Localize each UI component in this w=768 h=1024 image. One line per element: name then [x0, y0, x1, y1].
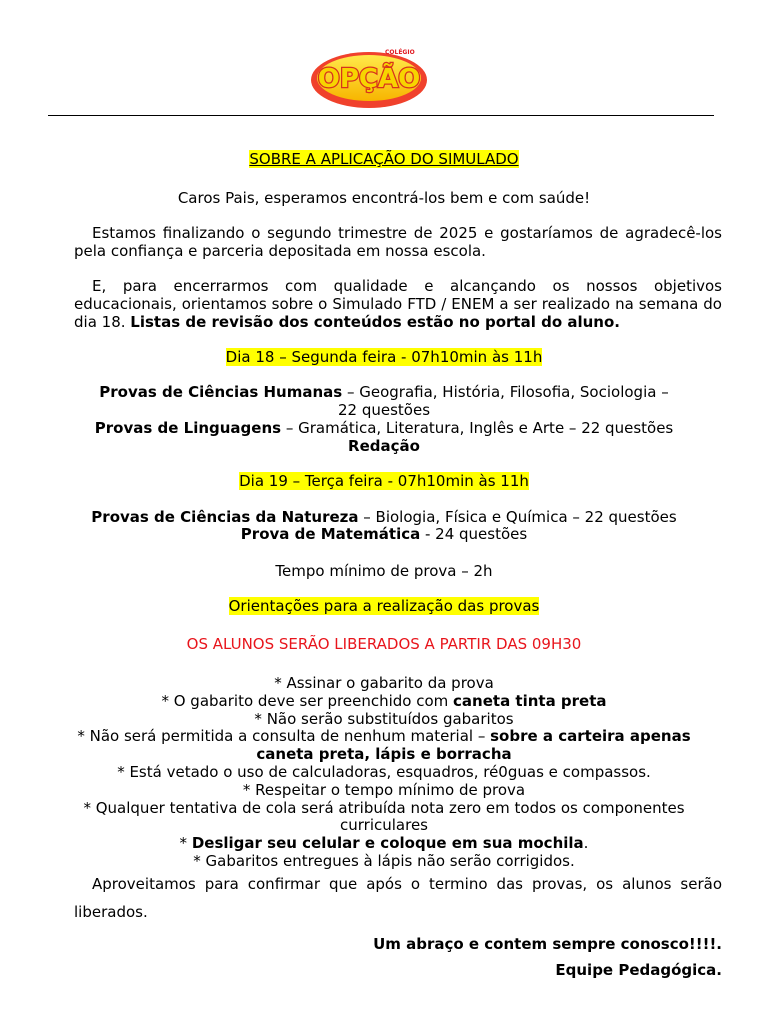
- rule-2-text: * O gabarito deve ser preenchido com: [161, 692, 454, 710]
- rule-4: [46, 727, 722, 745]
- rule-7a: * Qualquer tentativa de cola será atribuída nota zero em todos os componentes: [83, 799, 685, 817]
- paragraph-1: Estamos finalizando o segundo trimestre de 2025 e gostaríamos de agradecê-los pela confiança e parceria depositada em nossa escola.: [74, 224, 722, 260]
- natureza-subjects: – Biologia, Física e Química – 22 questões: [358, 508, 677, 526]
- paragraph-2-text: E, para encerrarmos com qualidade e alcançando os nossos objetivos educacionais, orientamos sobre o Simulado FTD / ENEM a ser realizado na semana do dia 18.: [74, 277, 722, 331]
- rule-8-end: .: [583, 834, 589, 852]
- document-title: SOBRE A APLICAÇÃO DO SIMULADO: [249, 150, 519, 168]
- matematica-label: Prova de Matemática: [240, 525, 421, 543]
- rule-1: * Assinar o gabarito da prova: [274, 674, 494, 692]
- redacao: Redação: [348, 437, 420, 455]
- paragraph-2: [74, 277, 722, 331]
- orientacoes-line: [46, 597, 722, 615]
- natureza-label: Provas de Ciências da Natureza: [91, 508, 359, 526]
- header-rule: [48, 115, 714, 116]
- rule-4-bold-2: caneta preta, lápis e borracha: [256, 745, 512, 763]
- rule-8: [46, 834, 722, 852]
- day1-header: Dia 18 – Segunda feira - 07h10min às 11h: [225, 348, 543, 366]
- rule-7b: curriculares: [340, 816, 428, 834]
- rule-5: * Está vetado o uso de calculadoras, esquadros, ré0guas e compassos.: [117, 763, 651, 781]
- humanas-subjects: – Geografia, História, Filosofia, Sociologia –: [342, 383, 669, 401]
- humanas-label: Provas de Ciências Humanas: [99, 383, 343, 401]
- rule-8-bold: Desligar seu celular e coloque em sua mochila: [191, 834, 584, 852]
- day1-header-line: [46, 348, 722, 366]
- rule-2-bold: caneta tinta preta: [453, 692, 607, 710]
- liberacao-notice: OS ALUNOS SERÃO LIBERADOS A PARTIR DAS 09H30: [186, 635, 582, 653]
- matematica-count: - 24 questões: [420, 525, 528, 543]
- rule-3: * Não serão substituídos gabaritos: [254, 710, 514, 728]
- colegio-opcao-logo: [308, 40, 430, 112]
- day2-header-line: [46, 472, 722, 490]
- rule-4-bold-1: sobre a carteira apenas: [490, 727, 691, 745]
- matematica-line: [46, 525, 722, 543]
- closing-paragraph: Aproveitamos para confirmar que após o termino das provas, os alunos serão liberados.: [74, 875, 722, 921]
- logo-small-text: COLÉGIO: [385, 49, 415, 56]
- rule-8-star: *: [179, 834, 192, 852]
- rule-9: * Gabaritos entregues à lápis não serão corrigidos.: [193, 852, 575, 870]
- day2-header: Dia 19 – Terça feira - 07h10min às 11h: [239, 472, 529, 490]
- rule-2: [46, 692, 722, 710]
- logo-word: OPÇÃO: [317, 64, 421, 94]
- rule-6: * Respeitar o tempo mínimo de prova: [242, 781, 526, 799]
- greeting: Caros Pais, esperamos encontrá-los bem e com saúde!: [177, 189, 591, 207]
- linguagens-subjects: – Gramática, Literatura, Inglês e Arte – 22 questões: [281, 419, 674, 437]
- natureza-line: [46, 508, 722, 526]
- title-line: [46, 150, 722, 168]
- linguagens-line: [46, 419, 722, 437]
- tempo-minimo: Tempo mínimo de prova – 2h: [275, 562, 493, 580]
- linguagens-label: Provas de Linguagens: [94, 419, 282, 437]
- rule-4-text: * Não será permitida a consulta de nenhum material –: [77, 727, 491, 745]
- humanas-count: 22 questões: [337, 401, 431, 419]
- humanas-line: [46, 383, 722, 401]
- orientacoes-title: Orientações para a realização das provas: [228, 597, 540, 615]
- signoff-line-1: Um abraço e contem sempre conosco!!!!.: [373, 935, 722, 953]
- paragraph-2-bold: Listas de revisão dos conteúdos estão no portal do aluno.: [130, 313, 620, 331]
- signoff-line-2: Equipe Pedagógica.: [555, 961, 722, 979]
